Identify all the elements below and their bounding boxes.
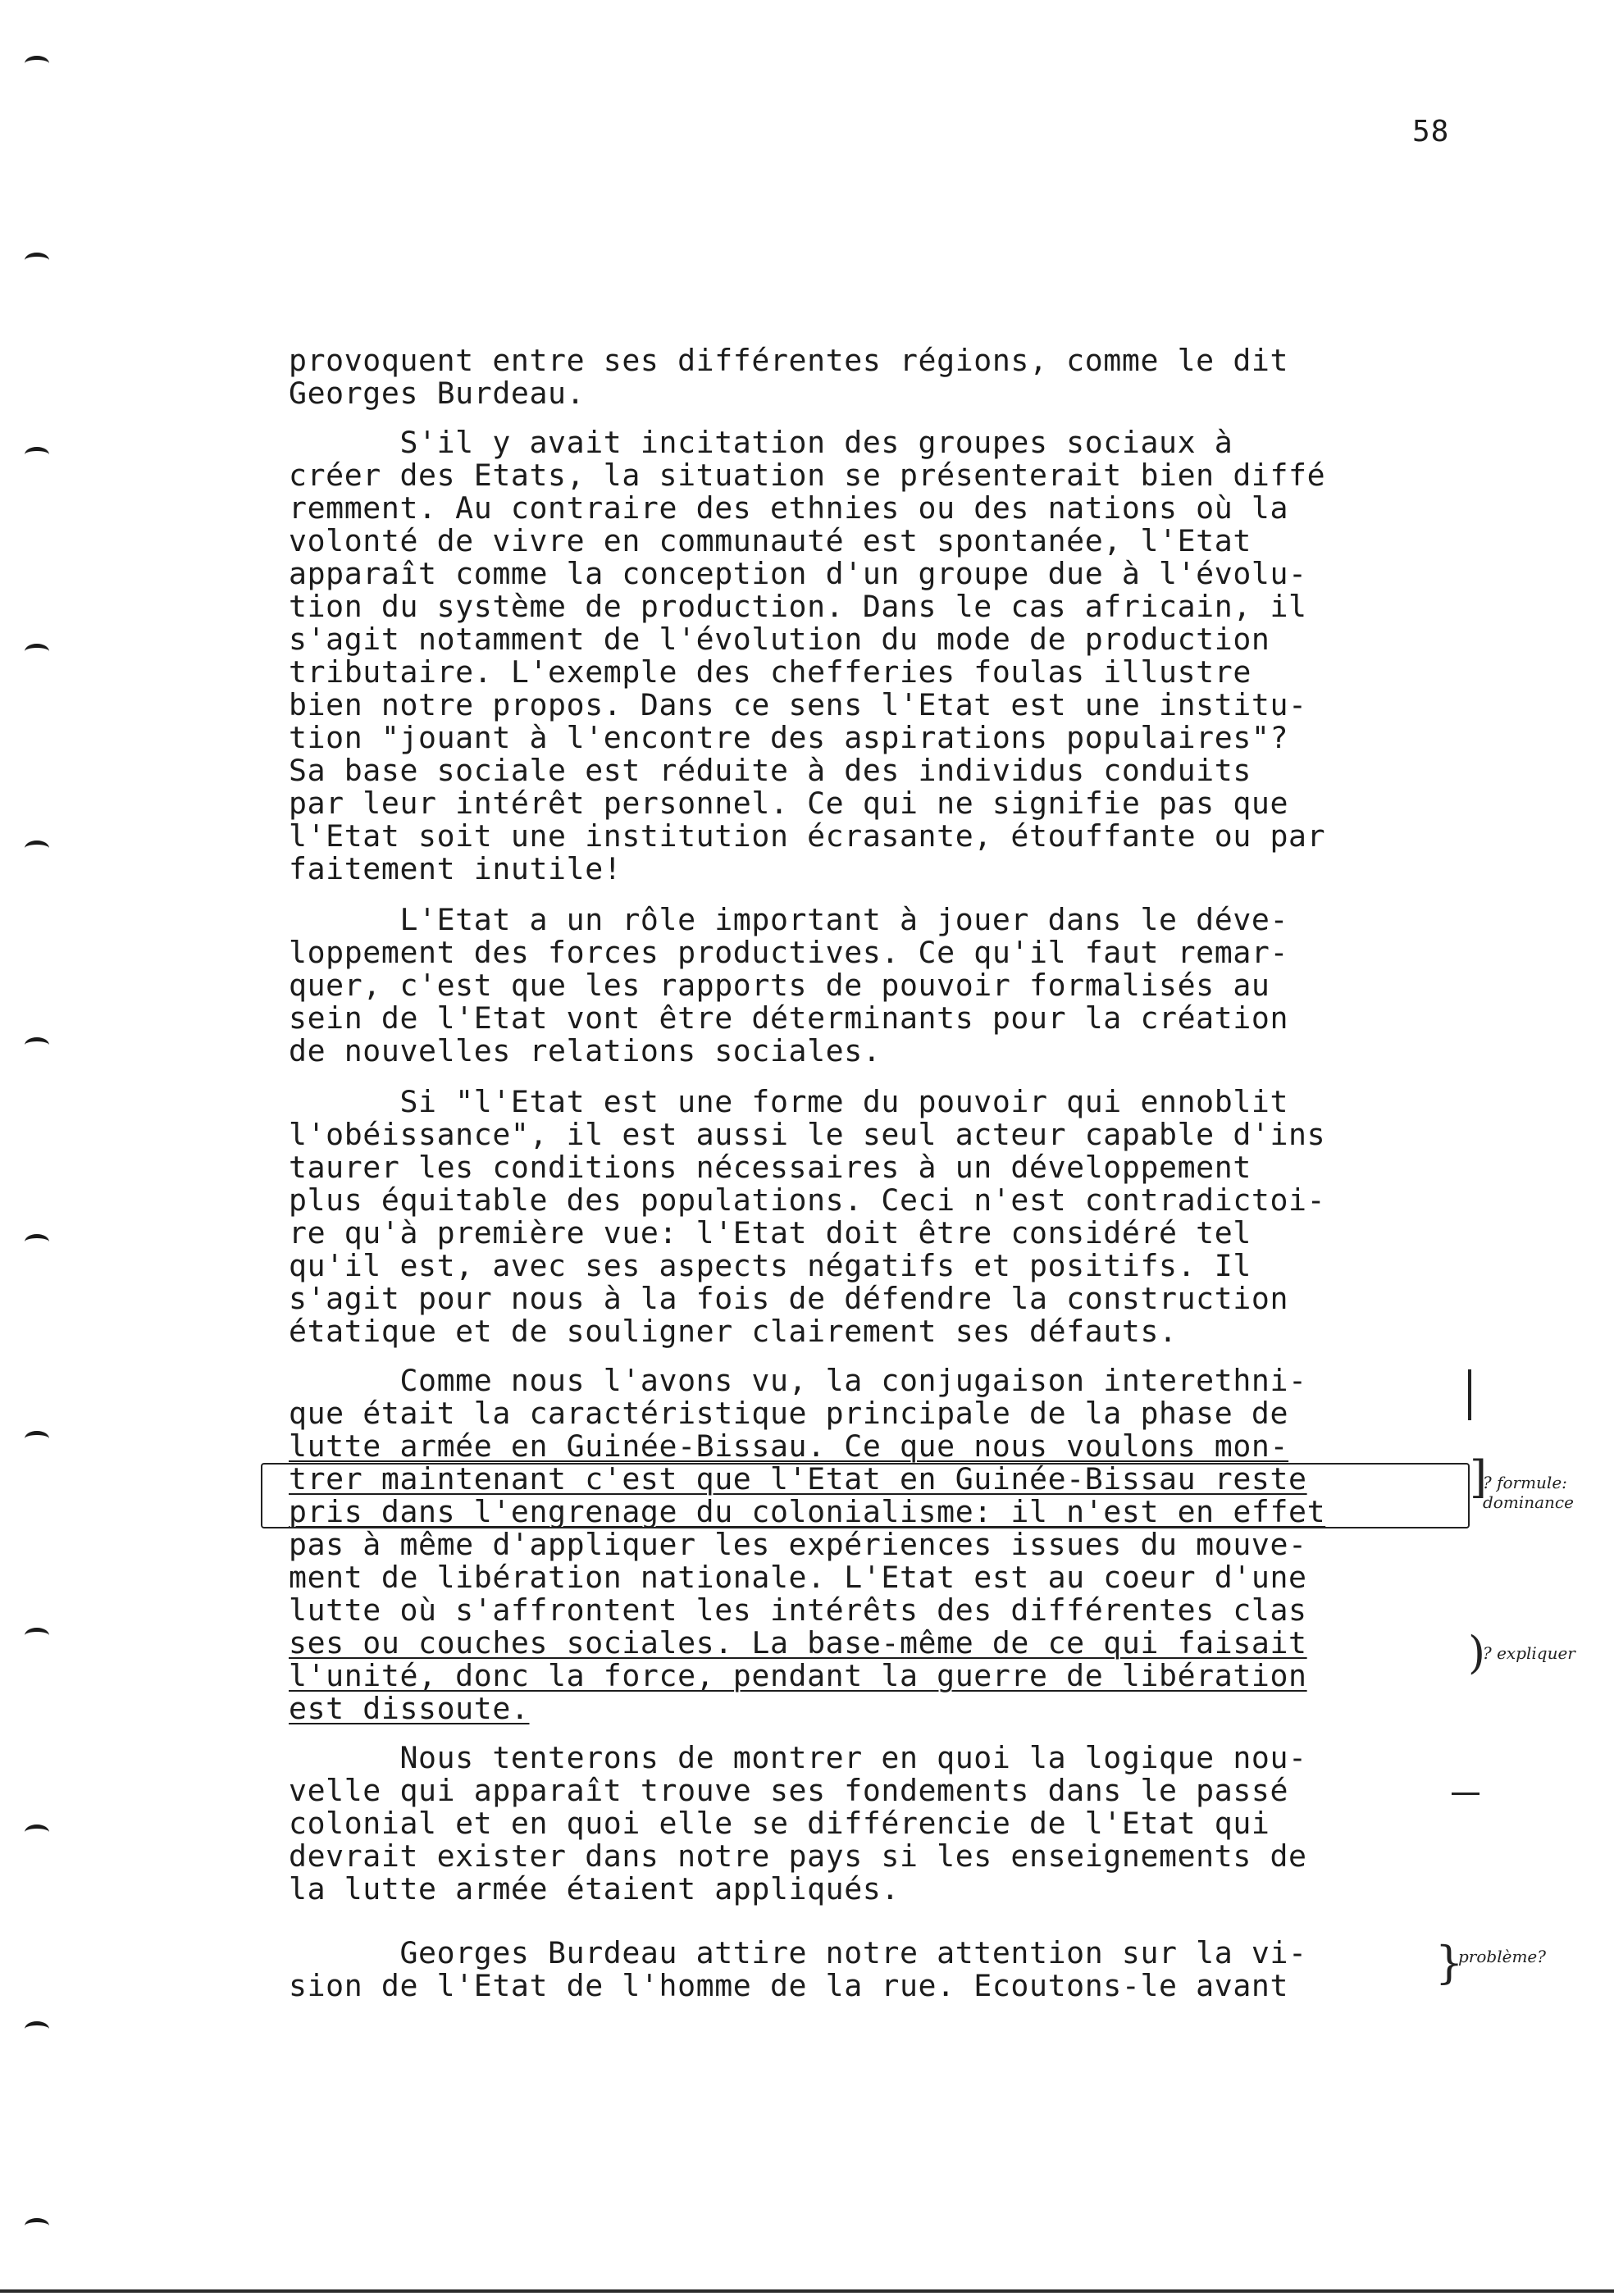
margin-note: ? expliquer	[1483, 1643, 1575, 1663]
page-number: 58	[1412, 115, 1450, 148]
text-line: Sa base sociale est réduite à des individus conduits	[289, 753, 1252, 788]
text-line: loppement des forces productives. Ce qu'il faut remar-	[289, 935, 1289, 970]
text-line: s'agit pour nous à la fois de défendre la construction	[289, 1281, 1289, 1316]
text-line: Georges Burdeau.	[289, 376, 586, 411]
text-line: créer des Etats, la situation se présenterait bien diffé	[289, 458, 1326, 493]
binder-hole-mark	[25, 2218, 49, 2234]
binder-hole-mark	[25, 1234, 49, 1250]
text-line: bien notre propos. Dans ce sens l'Etat est une institu-	[289, 687, 1307, 722]
text-line: faitement inutile!	[289, 851, 622, 886]
text-line: est dissoute.	[289, 1691, 530, 1726]
binder-hole-mark	[25, 253, 49, 268]
binder-hole-mark	[25, 1431, 49, 1446]
text-line: étatique et de souligner clairement ses défauts.	[289, 1314, 1178, 1349]
text-line: s'agit notamment de l'évolution du mode de production	[289, 622, 1270, 657]
text-line: qu'il est, avec ses aspects négatifs et positifs. Il	[289, 1248, 1252, 1283]
text-line: colonial et en quoi elle se différencie de l'Etat qui	[289, 1806, 1270, 1841]
text-line: Georges Burdeau attire notre attention sur la vi-	[289, 1935, 1307, 1970]
bottom-edge-rule	[0, 2289, 1614, 2293]
text-line: devrait exister dans notre pays si les enseignements de	[289, 1838, 1307, 1874]
text-line: pris dans l'engrenage du colonialisme: il n'est en effet	[289, 1494, 1326, 1529]
text-line: Nous tenterons de montrer en quoi la logique nou-	[289, 1740, 1307, 1775]
binder-hole-mark	[25, 2021, 49, 2037]
text-line: lutte où s'affrontent les intérêts des différentes clas	[289, 1592, 1307, 1628]
text-line: tion du système de production. Dans le cas africain, il	[289, 589, 1307, 624]
text-line: par leur intérêt personnel. Ce qui ne signifie pas que	[289, 786, 1289, 821]
text-line: Si "l'Etat est une forme du pouvoir qui ennoblit	[289, 1084, 1289, 1119]
text-line: re qu'à première vue: l'Etat doit être considéré tel	[289, 1215, 1252, 1250]
text-line: sein de l'Etat vont être déterminants pour la création	[289, 1000, 1289, 1036]
text-line: trer maintenant c'est que l'Etat en Guinée-Bissau reste	[289, 1461, 1307, 1496]
text-line: S'il y avait incitation des groupes sociaux à	[289, 425, 1233, 460]
binder-hole-mark	[25, 447, 49, 462]
margin-bracket: ]	[1470, 1451, 1488, 1503]
binder-hole-mark	[25, 1628, 49, 1643]
text-line: remment. Au contraire des ethnies ou des nations où la	[289, 490, 1289, 526]
text-line: tion "jouant à l'encontre des aspirations populaires"?	[289, 720, 1289, 755]
text-line: tributaire. L'exemple des chefferies foulas illustre	[289, 654, 1252, 690]
text-line: sion de l'Etat de l'homme de la rue. Ecoutons-le avant	[289, 1968, 1289, 2003]
binder-hole-mark	[25, 56, 49, 71]
text-line: que était la caractéristique principale de la phase de	[289, 1396, 1289, 1431]
margin-bracket: }	[1435, 1937, 1464, 1988]
text-line: Comme nous l'avons vu, la conjugaison interethni-	[289, 1363, 1307, 1398]
binder-hole-mark	[25, 644, 49, 659]
text-line: provoquent entre ses différentes régions, comme le dit	[289, 343, 1289, 378]
text-line: taurer les conditions nécessaires à un développement	[289, 1150, 1252, 1185]
binder-hole-mark	[25, 1824, 49, 1840]
text-line: ses ou couches sociales. La base-même de ce qui faisait	[289, 1625, 1307, 1660]
text-line: l'Etat soit une institution écrasante, étouffante ou par	[289, 818, 1326, 854]
margin-note: problème?	[1458, 1947, 1546, 1966]
margin-note: ? formule: dominance	[1483, 1473, 1574, 1512]
text-line: quer, c'est que les rapports de pouvoir formalisés au	[289, 968, 1270, 1003]
text-line: volonté de vivre en communauté est spontanée, l'Etat	[289, 523, 1252, 558]
binder-hole-mark	[25, 1037, 49, 1053]
margin-dash	[1452, 1793, 1480, 1795]
handwritten-box	[261, 1463, 1470, 1528]
text-line: ment de libération nationale. L'Etat est au coeur d'une	[289, 1560, 1307, 1595]
text-line: velle qui apparaît trouve ses fondements dans le passé	[289, 1773, 1289, 1808]
binder-hole-mark	[25, 840, 49, 856]
text-line: pas à même d'appliquer les expériences issues du mouve-	[289, 1527, 1307, 1562]
text-line: apparaît comme la conception d'un groupe due à l'évolu-	[289, 556, 1307, 591]
text-line: de nouvelles relations sociales.	[289, 1033, 882, 1068]
margin-bar	[1468, 1369, 1471, 1420]
text-line: la lutte armée étaient appliqués.	[289, 1871, 900, 1906]
text-line: L'Etat a un rôle important à jouer dans le déve-	[289, 902, 1289, 937]
text-line: plus équitable des populations. Ceci n'est contradictoi-	[289, 1182, 1326, 1218]
margin-bracket: )	[1468, 1627, 1486, 1679]
text-line: lutte armée en Guinée-Bissau. Ce que nous voulons mon-	[289, 1428, 1289, 1464]
text-line: l'unité, donc la force, pendant la guerre de libération	[289, 1658, 1307, 1693]
text-line: l'obéissance", il est aussi le seul acteur capable d'ins	[289, 1117, 1326, 1152]
